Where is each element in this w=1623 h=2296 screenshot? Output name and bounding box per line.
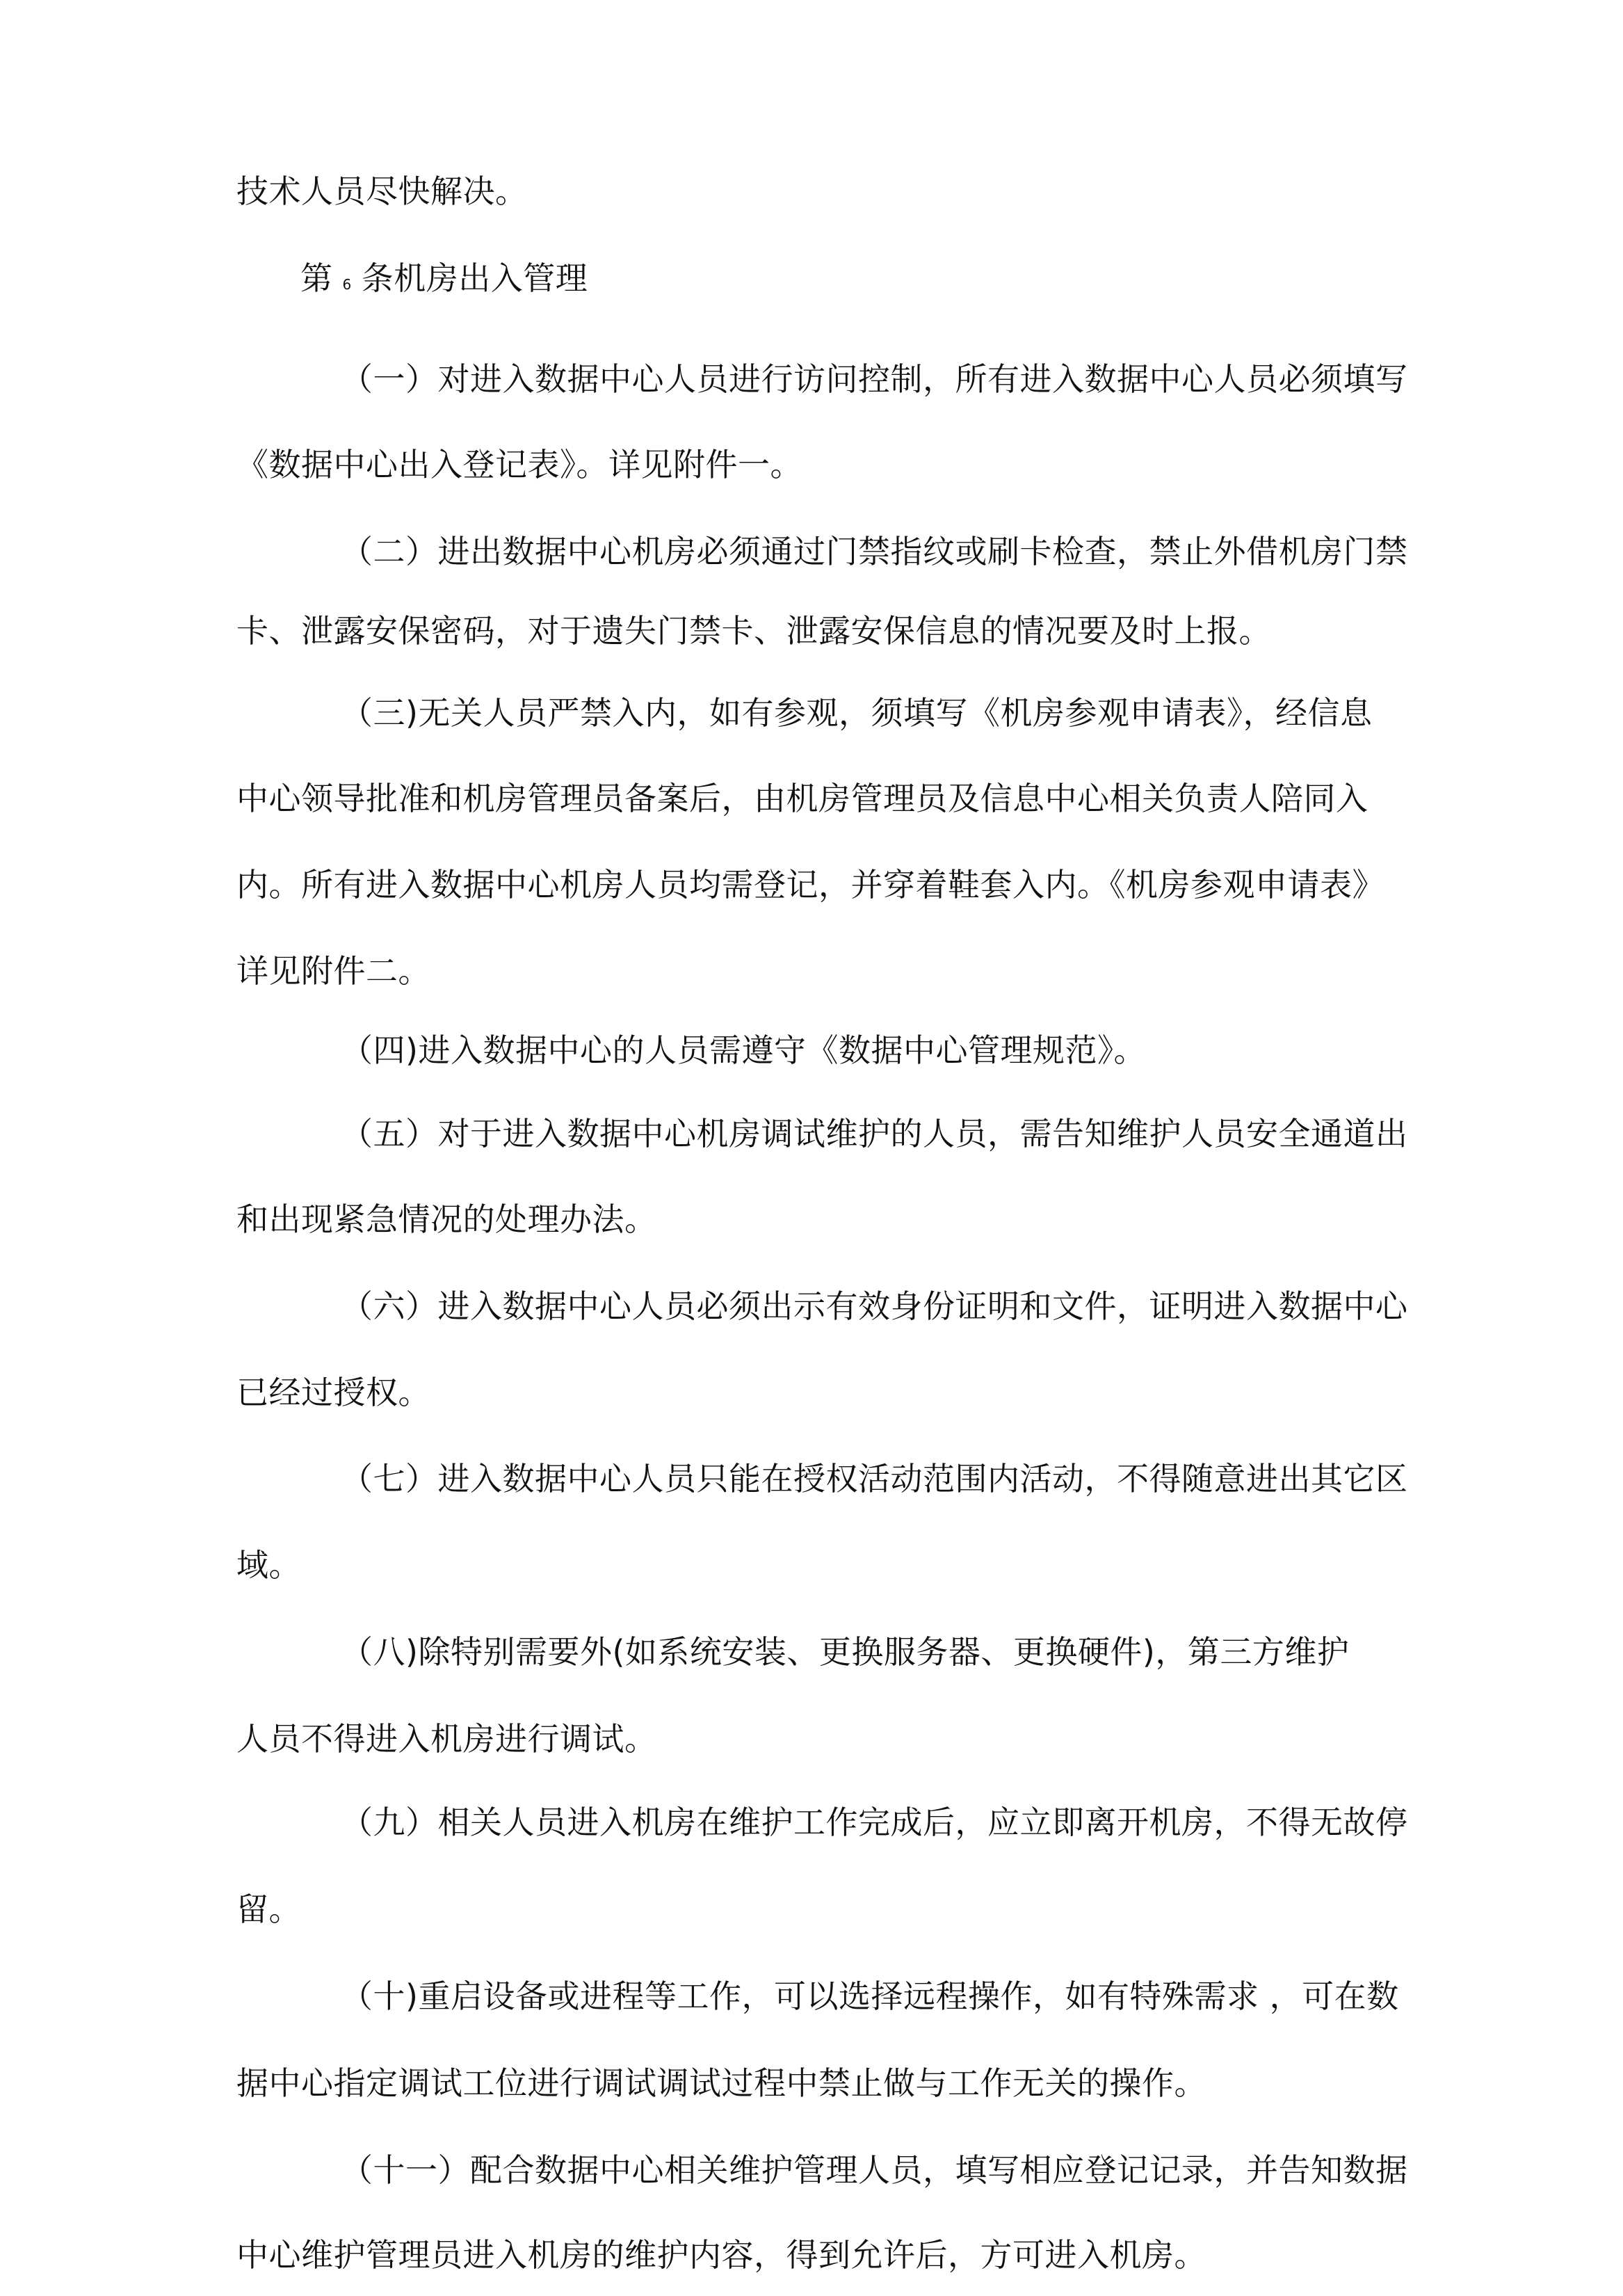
paragraph-line: 《数据中心出入登记表》。详见附件一。 [236,446,802,483]
article-title: 条机房出入管理 [361,259,588,297]
paragraph-line: （二）进出数据中心机房必须通过门禁指纹或刷卡检查，禁止外借机房门禁 [341,533,1408,570]
paragraph-line: （三)无关人员严禁入内，如有参观，须填写《机房参观申请表》，经信息 [341,694,1373,732]
article-number: 6 [342,276,352,293]
paragraph-line: 内。所有进入数据中心机房人员均需登记，并穿着鞋套入内。《机房参观申请表》 [236,866,1384,904]
article-heading [300,257,588,299]
paragraph-line: 卡、泄露安保密码，对于遗失门禁卡、泄露安保信息的情况要及时上报。 [236,612,1271,650]
article-prefix: 第 [300,259,333,297]
paragraph-line: 技术人员尽快解决。 [236,172,528,210]
paragraph-line: 中心维护管理员进入机房的维护内容，得到允许后，方可进入机房。 [236,2236,1206,2274]
paragraph-line: （七）进入数据中心人员只能在授权活动范围内活动，不得随意进出其它区 [341,1460,1408,1498]
paragraph-line: （八)除特别需要外(如系统安装、更换服务器、更换硬件)，第三方维护 [341,1633,1350,1671]
paragraph-line: 详见附件二。 [236,952,430,990]
paragraph-line: （十)重启设备或进程等工作，可以选择远程操作，如有特殊需求 ，可在数 [341,1977,1399,2015]
paragraph-line: 域。 [236,1546,301,1584]
paragraph-line: 人员不得进入机房进行调试。 [236,1720,657,1758]
paragraph-line: 留。 [236,1890,301,1928]
paragraph-line: （一）对进入数据中心人员进行访问控制，所有进入数据中心人员必须填写 [341,360,1408,398]
paragraph-line: （六）进入数据中心人员必须出示有效身份证明和文件，证明进入数据中心 [341,1287,1408,1325]
paragraph-line: 中心领导批准和机房管理员备案后，由机房管理员及信息中心相关负责人陪同入 [236,780,1368,817]
paragraph-line: （五）对于进入数据中心机房调试维护的人员，需告知维护人员安全通道出 [341,1115,1408,1153]
paragraph-line: 和出现紧急情况的处理办法。 [236,1201,657,1238]
paragraph-line: （十一）配合数据中心相关维护管理人员，填写相应登记记录，并告知数据 [341,2151,1408,2189]
paragraph-line: 已经过授权。 [236,1374,430,1411]
paragraph-line: 据中心指定调试工位进行调试调试过程中禁止做与工作无关的操作。 [236,2064,1206,2102]
paragraph-line: （九）相关人员进入机房在维护工作完成后，应立即离开机房，不得无故停 [341,1804,1408,1841]
paragraph-line: （四)进入数据中心的人员需遵守《数据中心管理规范》。 [341,1031,1146,1069]
